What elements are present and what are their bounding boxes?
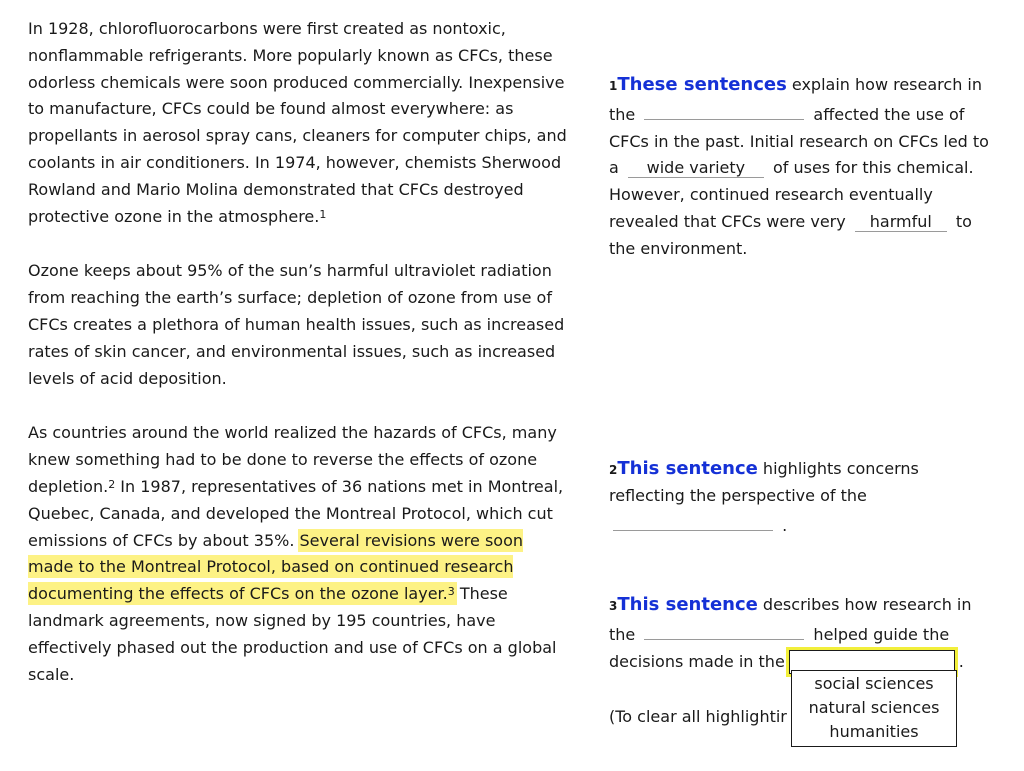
answer-blank-1[interactable]	[644, 619, 804, 640]
question-number: 2	[609, 463, 618, 477]
paragraph-1: In 1928, chlorofluorocarbons were first created as nontoxic, nonflammable refrigerants. More popularly known as CFCs, these odorless chemicals were soon produced commercially. Inexpensive to manufacture, CFCs could be found almost everywhere: as propellants in aerosol spray cans, cleaners for computer chips, and coolants in air conditioners. In 1974, however, chemists Sherwood Rowland and Mario Molina demonstrated that CFCs destroyed protective ozone in the atmosphere.$^1$	[28, 19, 567, 226]
question-1: $^1$These sentences explain how research in the affected the use of CFCs in the past. Initial research on CFCs led to a wide variety of uses for this chemical. However, continued research eventually revealed that CFCs were very harmful to the environment.	[609, 74, 989, 258]
footnote-ref-3: 3	[447, 585, 455, 599]
dropdown-options	[791, 670, 957, 747]
question-heading: This sentence	[617, 458, 758, 479]
question-heading: These sentences	[617, 74, 787, 95]
clear-highlighting-note: (To clear all highlightir	[609, 707, 787, 726]
dropdown-option-social-sciences[interactable]: social sciences	[814, 674, 934, 693]
highlighted-text[interactable]: Several revisions were soon made to the Montreal Protocol, based on continued research documenting the effects of CFCs on the ozone layer.$^3$	[28, 530, 523, 604]
answer-blank-2[interactable]: wide variety	[628, 157, 764, 178]
paragraph-3: As countries around the world realized the hazards of CFCs, many knew something had to be done to reverse the effects of ozone depletion.$^2$ In 1987, representatives of 36 nations met in Montreal, Quebec, Canada, and developed the Montreal Protocol, which cut emissions of CFCs by about 35%. Several revisions were soon made to the Montreal Protocol, based on continued research documenting the effects of CFCs on the ozone layer.$^3$ These landmark agreements, now signed by 195 countries, have effectively phased out the production and use of CFCs on a global scale.	[28, 423, 564, 684]
footnote-ref-1: 1	[319, 207, 327, 221]
answer-blank-1[interactable]	[644, 99, 804, 120]
reading-passage	[28, 16, 568, 716]
question-heading: This sentence	[617, 594, 758, 615]
dropdown-option-natural-sciences[interactable]: natural sciences	[808, 698, 940, 717]
answer-blank-1[interactable]	[613, 510, 773, 531]
question-number: 3	[609, 599, 618, 613]
footnote-ref-2: 2	[108, 477, 116, 491]
question-2: $^2$This sentence highlights concerns reflecting the perspective of the .	[609, 458, 919, 535]
question-number: 1	[609, 79, 618, 93]
paragraph-2: Ozone keeps about 95% of the sun’s harmful ultraviolet radiation from reaching the earth’s surface; depletion of ozone from use of CFCs creates a plethora of human health issues, such as increased rates of skin cancer, and environmental issues, such as increased levels of acid deposition.	[28, 261, 565, 388]
answer-blank-3[interactable]: harmful	[855, 211, 947, 232]
dropdown-option-humanities[interactable]: humanities	[829, 722, 919, 741]
question-3: $^3$This sentence describes how research in the helped guide the decisions made in the .	[609, 592, 989, 675]
